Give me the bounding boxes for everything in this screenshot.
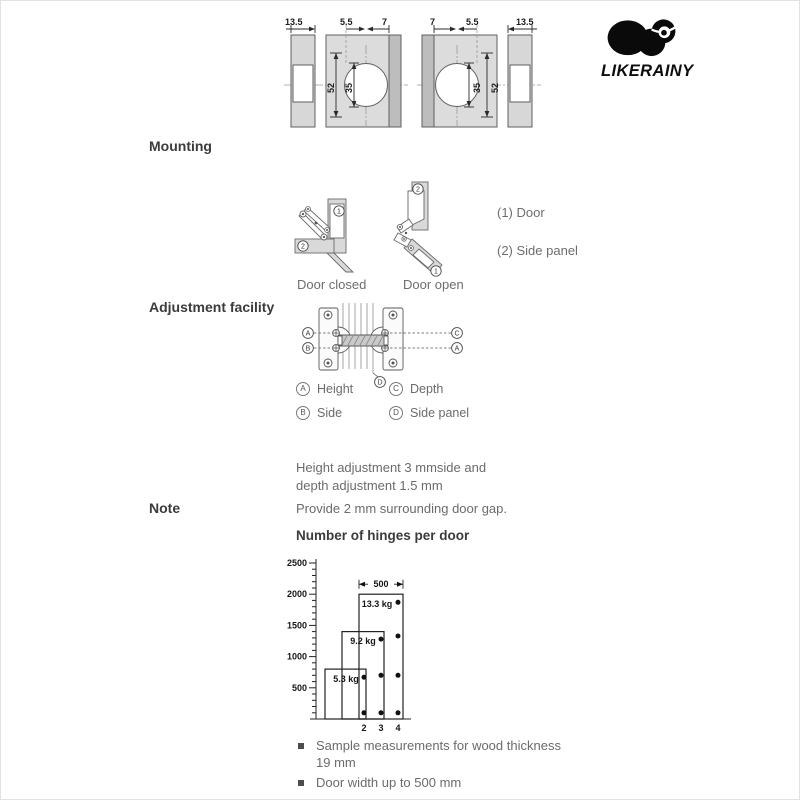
adjustment-text bbox=[296, 459, 486, 495]
callout-d-side-panel: D bbox=[377, 379, 383, 387]
dim-5-5: 5.5 bbox=[466, 17, 479, 27]
side-panel-callout: 2 bbox=[416, 186, 420, 194]
brand-logo bbox=[601, 13, 701, 81]
circled-d-icon: D bbox=[389, 406, 403, 420]
bullet-text: Door width up to 500 mm bbox=[316, 775, 462, 790]
callout-c-depth: C bbox=[454, 330, 460, 338]
mounting-heading: Mounting bbox=[149, 138, 212, 154]
svg-text:2500: 2500 bbox=[287, 558, 307, 568]
door-callout: 1 bbox=[434, 268, 438, 276]
mounting-diagrams bbox=[294, 179, 474, 284]
bullet-list bbox=[296, 737, 616, 794]
bullet-item bbox=[296, 737, 616, 771]
hinge-arm bbox=[338, 335, 388, 346]
circled-a-icon: A bbox=[296, 382, 310, 396]
door-callout: 1 bbox=[337, 208, 341, 216]
drilling-drawing-left bbox=[284, 17, 408, 127]
svg-text:9.2 kg: 9.2 kg bbox=[350, 636, 376, 646]
caption-door-closed: Door closed bbox=[297, 277, 367, 292]
svg-text:13.3 kg: 13.3 kg bbox=[361, 599, 393, 609]
bullet-item bbox=[296, 774, 616, 791]
legend-side-panel bbox=[389, 406, 469, 420]
svg-text:3: 3 bbox=[378, 723, 384, 733]
svg-text:1500: 1500 bbox=[287, 620, 307, 631]
dim-13-5: 13.5 bbox=[516, 17, 534, 27]
drilling-drawing-right bbox=[417, 17, 541, 127]
svg-text:500: 500 bbox=[291, 682, 307, 693]
adjustment-text-line2: depth adjustment 1.5 mm bbox=[296, 478, 443, 493]
mounting-legend-door: (1) Door bbox=[497, 205, 545, 220]
dim-7: 7 bbox=[382, 17, 388, 27]
adjustment-diagram bbox=[297, 297, 469, 389]
note-heading: Note bbox=[149, 500, 181, 516]
adjustment-text-line1: Height adjustment 3 mmside and bbox=[296, 460, 487, 475]
caption-door-open: Door open bbox=[403, 277, 464, 292]
svg-text:500: 500 bbox=[373, 579, 389, 590]
circled-c-icon: C bbox=[389, 382, 403, 396]
dim-5-5: 5.5 bbox=[340, 17, 353, 27]
legend-height bbox=[296, 382, 353, 396]
hinges-per-door-chart bbox=[287, 554, 422, 742]
dim-13-5: 13.5 bbox=[285, 17, 303, 27]
adjustment-heading: Adjustment facility bbox=[149, 299, 275, 315]
callout-a-height-2: A bbox=[454, 345, 460, 353]
square-bullet-icon bbox=[298, 780, 304, 786]
svg-text:4: 4 bbox=[395, 723, 401, 733]
note-text: Provide 2 mm surrounding door gap. bbox=[296, 501, 508, 516]
door-open-diagram bbox=[394, 182, 442, 276]
dim-35: 35 bbox=[472, 82, 482, 93]
svg-text:1000: 1000 bbox=[287, 651, 307, 662]
legend-side bbox=[296, 406, 342, 420]
legend-side-label: Side bbox=[317, 406, 343, 420]
dim-35: 35 bbox=[344, 82, 354, 93]
bullet-text: Sample measurements for wood thickness 19 mm bbox=[316, 738, 561, 770]
side-panel-callout: 2 bbox=[301, 243, 305, 251]
drilling-pattern-drawings bbox=[284, 15, 546, 131]
dim-52: 52 bbox=[490, 82, 500, 93]
hinges-chart-heading: Number of hinges per door bbox=[296, 528, 470, 543]
legend-height-label: Height bbox=[317, 382, 354, 396]
mounting-legend-side-panel: (2) Side panel bbox=[497, 243, 578, 258]
brand-name: LIKERAINY bbox=[601, 62, 694, 80]
callout-b-side: B bbox=[305, 345, 311, 353]
dim-7: 7 bbox=[430, 17, 436, 27]
svg-text:2000: 2000 bbox=[287, 589, 307, 600]
legend-depth bbox=[389, 382, 443, 396]
door-closed-diagram bbox=[295, 199, 353, 272]
dim-52: 52 bbox=[326, 82, 336, 93]
callout-a-height: A bbox=[305, 330, 311, 338]
cloud-swirl-icon bbox=[601, 13, 693, 57]
square-bullet-icon bbox=[298, 743, 304, 749]
legend-side-panel-label: Side panel bbox=[410, 406, 470, 420]
legend-depth-label: Depth bbox=[410, 382, 444, 396]
svg-text:5.3 kg: 5.3 kg bbox=[333, 674, 359, 684]
circled-b-icon: B bbox=[296, 406, 310, 420]
svg-text:2: 2 bbox=[361, 723, 367, 733]
